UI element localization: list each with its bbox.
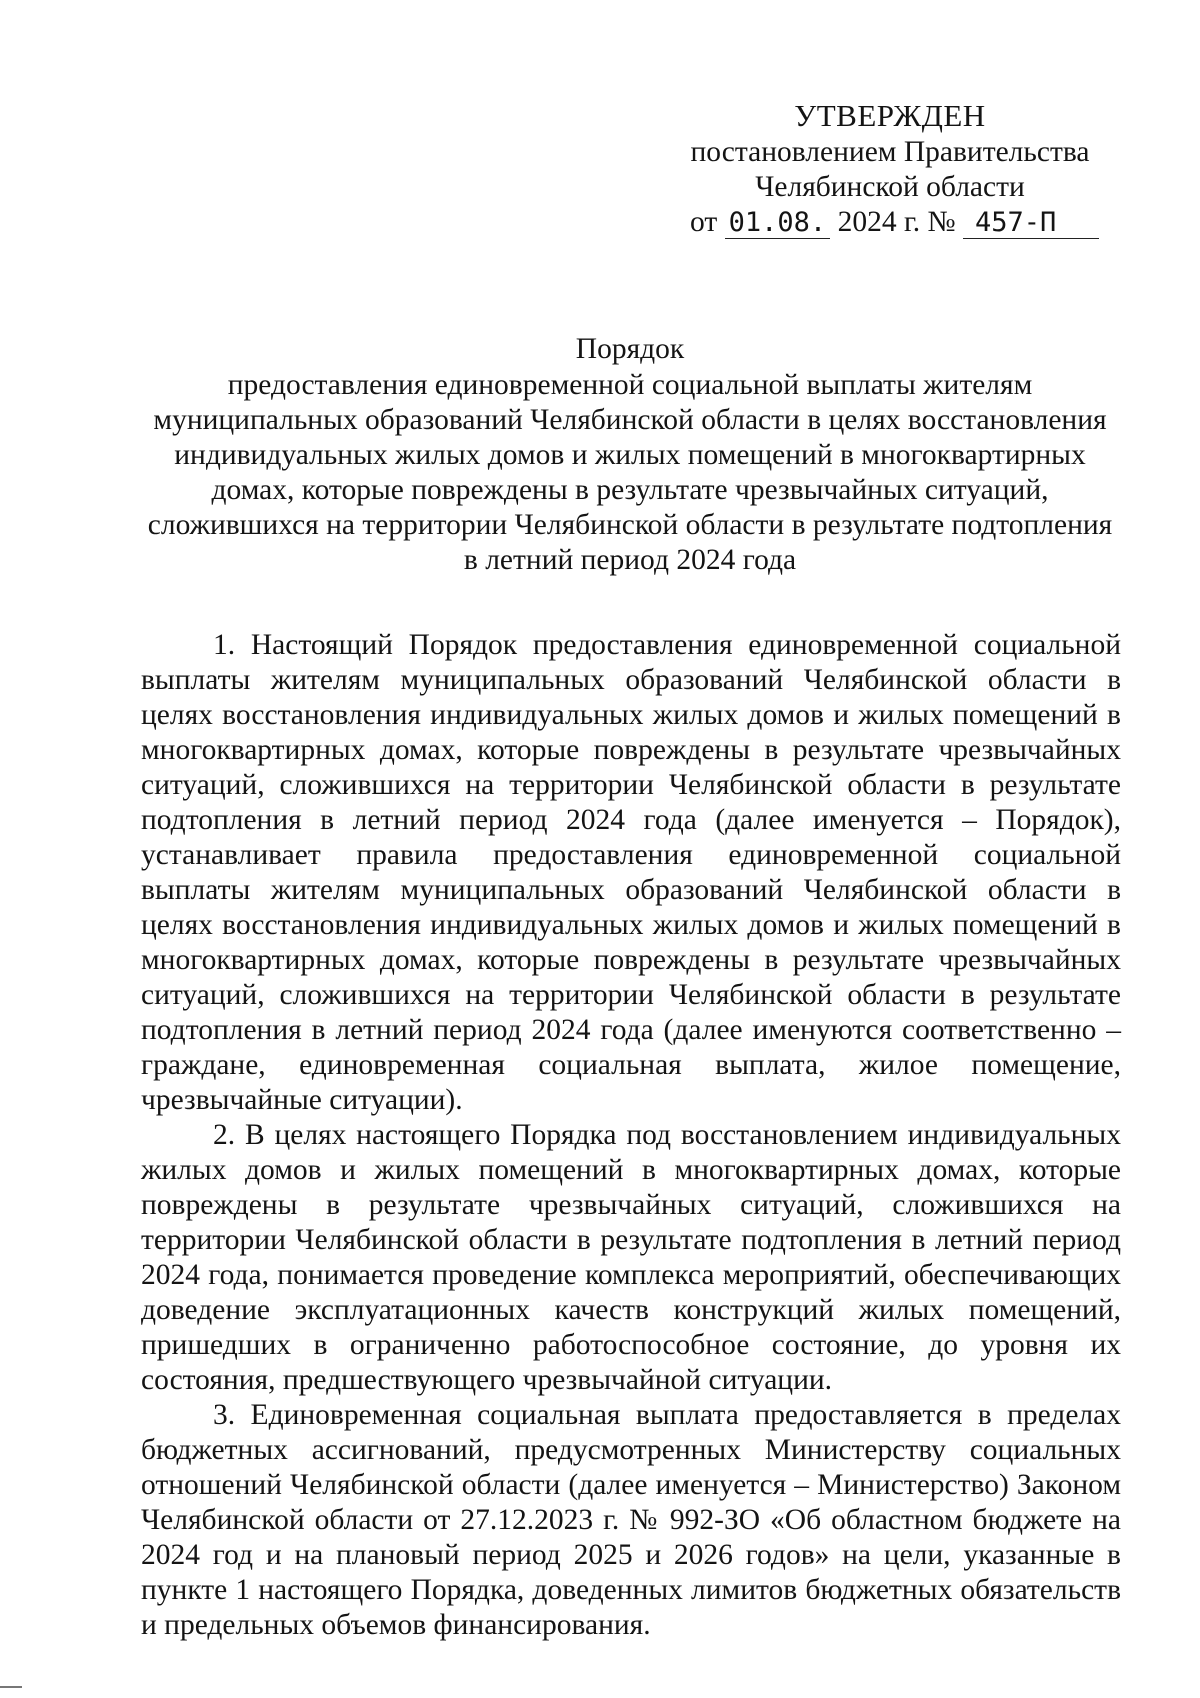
date-value: 01.08. xyxy=(725,208,831,239)
document-body xyxy=(141,628,1121,1643)
document-subtitle: предоставления единовременной социальной выплаты жителям муниципальных образований Челябинской области в целях восстановления индивидуальных жилых домов и жилых помещений в многоквартирных домах, которые повреждены в результате чрезвычайных ситуаций, сложившихся на территории Челябинской области в результате подтопления в летний период 2024 года xyxy=(147,369,1113,576)
approval-date-line xyxy=(690,205,1090,240)
number-value: 457-П xyxy=(963,208,1099,239)
approval-line-2: Челябинской области xyxy=(755,171,1025,203)
paragraph-3: 3. Единовременная социальная выплата предоставляется в пределах бюджетных ассигнований, предусмотренных Министерству социальных отношений Челябинской области (далее именуется – Министерство) Законом Челябинской области от 27.12.2023 г. № 992-ЗО «Об областном бюджете на 2024 год и на плановый период 2025 и 2026 годов» на цели, указанные в пункте 1 настоящего Порядка, доведенных лимитов бюджетных обязательств и предельных объемов финансирования. xyxy=(141,1399,1121,1641)
year-text: 2024 г. № xyxy=(837,206,956,238)
approval-line-1: постановлением Правительства xyxy=(690,136,1090,168)
paragraph-1: 1. Настоящий Порядок предоставления единовременной социальной выплаты жителям муниципальных образований Челябинской области в целях восстановления индивидуальных жилых домов и жилых помещений в многоквартирных домах, которые повреждены в результате чрезвычайных ситуаций, сложившихся на территории Челябинской области в результате подтопления в летний период 2024 года (далее именуется – Порядок), устанавливает правила предоставления единовременной социальной выплаты жителям муниципальных образований Челябинской области в целях восстановления индивидуальных жилых домов и жилых помещений в многоквартирных домах, которые повреждены в результате чрезвычайных ситуаций, сложившихся на территории Челябинской области в результате подтопления в летний период 2024 года (далее именуются соответственно – граждане, единовременная социальная выплата, жилое помещение, чрезвычайные ситуации). xyxy=(141,629,1121,1116)
approval-stamp xyxy=(690,98,1090,240)
document-title xyxy=(140,332,1120,578)
date-prefix: от xyxy=(690,206,718,238)
document-heading: Порядок xyxy=(575,333,685,365)
scan-edge-mark xyxy=(0,1686,22,1688)
paragraph-2: 2. В целях настоящего Порядка под восстановлением индивидуальных жилых домов и жилых помещений в многоквартирных домах, которые повреждены в результате чрезвычайных ситуаций, сложившихся на территории Челябинской области в результате подтопления в летний период 2024 года, понимается проведение комплекса мероприятий, обеспечивающих доведение эксплуатационных качеств конструкций жилых помещений, пришедших в ограниченно работоспособное состояние, до уровня их состояния, предшествующего чрезвычайной ситуации. xyxy=(141,1119,1121,1396)
approval-title: УТВЕРЖДЕН xyxy=(794,98,986,133)
